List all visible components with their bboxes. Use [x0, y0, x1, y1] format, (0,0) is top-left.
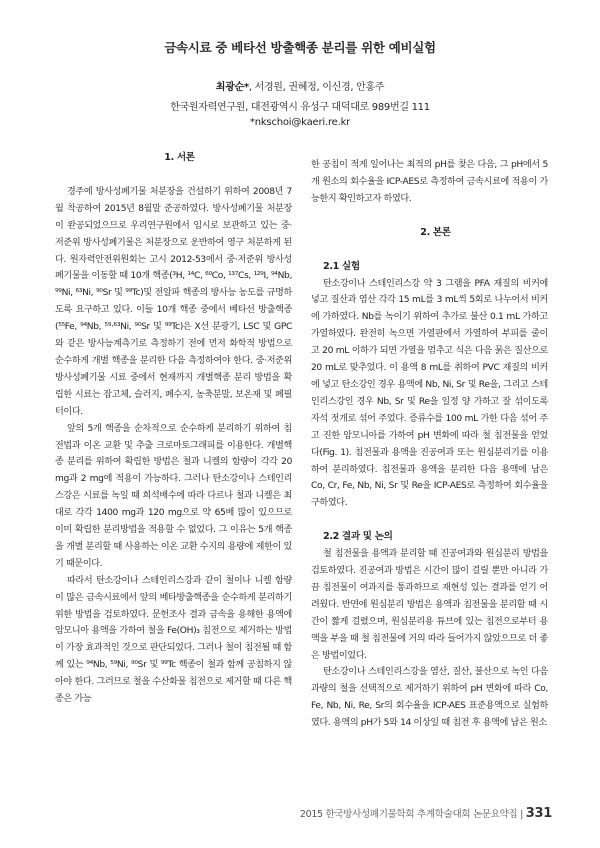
intro-paragraph-3: 따라서 탄소강이나 스테인리스강과 같이 철이나 니켈 함량이 많은 금속시료에서 앞의 베타방출핵종을 순수하게 분리하기 위한 방법을 검토하였다. 문헌조사 결과 금속을 용해한 용액에 암모니아 용액을 가하여 철을 Fe(OH)₃ 침전으로 제거하는 방법이 가장 효과적인 것으로 판단되었다. 그러나 철이 침전될 때 함께 있는 ⁹⁴Nb, ⁵⁹Ni, ⁹⁰Sr 및 ⁹⁹Tc 핵종이 철과 함께 공침하지 않아야 한다. 그러므로 철을 수산화물 침전으로 제거할 때 다른 핵종은 가능 [55, 575, 292, 705]
paper-title: 금속시료 중 베타선 방출핵종 분리를 위한 예비실험 [164, 40, 436, 55]
other-authors: , 서경원, 권혜정, 이신경, 안홍주 [248, 82, 385, 93]
subsection-heading-results: 2.2 결과 및 논의 [323, 531, 393, 543]
right-column [311, 157, 548, 732]
left-column [55, 150, 292, 708]
page-number: 331 [525, 806, 552, 821]
author-list [0, 78, 600, 93]
affiliation: 한국원자력연구원, 대전광역시 유성구 대덕대로 989번길 111 [170, 102, 430, 113]
experiment-paragraph: 탄소강이나 스테인리스강 약 3 그램을 PFA 재질의 비커에 넣고 질산과 염산 각각 15 mL를 3 mL씩 5회로 나누어서 비커에 가하였다. Nb를 녹이기 위하여 추가로 불산 0.1 mL 가하고 가열하였다. 완전히 녹으면 가열판에서 가열하여 부피를 줄이고 20 mL 이하가 되면 가열을 멈추고 식은 다음 묽은 질산으로 20 mL로 맞추었다. 이 용액 8 mL를 취하여 PVC 재질의 비커에 넣고 탄소강인 경우 용액에 Nb, Ni, Sr 및 Re을, 그리고 스테인리스강인 경우 Nb, Sr 및 Re을 일정 양 가하고 잘 섞이도록 자석 젓개로 섞어 주었다. 증류수를 100 mL 가한 다음 섞어 주고 진한 암모니아를 가하여 pH 변화에 따라 철 침전물을 얻었다(Fig. 1). 침전물과 용액을 진공여과 또는 원심분리기를 이용하여 분리하였다. 침전물과 용액을 분리한 다음 용액에 남은 Co, Cr, Fe, Nb, Ni, Sr 및 Re을 ICP-AES로 측정하여 회수율을 구하였다. [311, 278, 548, 509]
results-paragraph-2: 탄소강이나 스테인리스강을 염산, 질산, 불산으로 녹인 다음 과량의 철을 선택적으로 제거하기 위하여 pH 변화에 따라 Co, Fe, Nb, Ni, Re, Sr의 회수율을 ICP-AES 표준용액으로 실험하였다. 용액의 pH가 5와 14 이상일 때 침전 후 용액에 남은 원소 [311, 667, 548, 729]
footer-proceedings-label: 2015 한국방사성폐기물학회 추계학술대회 논문요약집 | [299, 809, 524, 820]
corresponding-author: 최광순 [215, 82, 244, 93]
subsection-heading-experiment: 2.1 실험 [323, 260, 360, 272]
section-heading-introduction: 1. 서론 [164, 152, 195, 163]
results-paragraph-1: 철 침전물을 용액과 분리할 때 진공여과와 원심분리 방법을 검토하였다. 진공여과 방법은 시간이 많이 걸릴 뿐만 아니라 가끔 침전물이 여과지를 통과하므로 재현성 있는 결과를 얻기 어려웠다. 반면에 원심분리 방법은 용액과 침전물을 분리할 때 시간이 짧게 걸렸으며, 원심분리용 튜브에 있는 침전으로부터 용액을 부을 때 철 침전물에 거의 따라 들어가지 않았으므로 더 좋은 방법이었다. [311, 549, 548, 661]
section-heading-main: 2. 본론 [420, 226, 451, 238]
corresponding-mark: * [243, 82, 249, 93]
page-footer [300, 806, 552, 821]
intro-paragraph-2: 앞의 5개 핵종을 순차적으로 순수하게 분리하기 위하여 침전법과 이온 교환 및 추출 크로마토그래피를 이용한다. 개별핵종 분리를 위하여 확립한 방법은 철과 니켈의 함량이 각각 20 mg과 2 mg에 적용이 가능하다. 그러나 탄소강이나 스테인리스강은 시료를 녹일 때 희석배수에 따라 다르나 철과 니켈은 최대로 각각 1400 mg과 120 mg으로 약 65배 많이 있으므로 이미 확립한 분리방법을 적용할 수 없었다. 그 이유는 5개 핵종을 개별 분리할 때 사용하는 이온 교환 수지의 용량에 제한이 있기 때문이다. [55, 423, 292, 569]
author-email: *nkschoi@kaeri.re.kr [249, 117, 351, 128]
intro-paragraph-1: 경주에 방사성폐기물 처분장을 건설하기 위하여 2008년 7월 착공하여 2015년 8월말 준공하였다. 방사성폐기물 처분장이 완공되었으므로 우리연구원에서 임시로 보관하고 있는 중·저준위 방사성폐기물은 처분장으로 운반하여 영구 처분하게 된다. 원자력안전위원회는 고시 2012-53에서 중·저준위 방사성폐기물을 이동할 때 10개 핵종(³H, ¹⁴C, ⁶⁰Co, ¹³⁷Cs, ¹²⁹I, ⁹⁴Nb, ⁹⁹Ni, ⁶³Ni, ⁹⁰Sr 및 ⁹⁹Tc)및 전알파 핵종의 방사능 농도를 규명하도록 요구하고 있다. 이들 10개 핵종 중에서 베타선 방출핵종(⁵⁵Fe, ⁹⁴Nb, ⁵⁹·⁶³Ni, ⁹⁰Sr 및 ⁹⁹Tc)은 X선 분광기, LSC 및 GPC와 같은 방사능계측기로 측정하기 전에 먼저 화학적 방법으로 순수하게 개별 핵종을 분리한 다음 측정하여야 한다. 중·저준위 방사성폐기물 시료 중에서 현재까지 개별핵종 분리 방법을 확립한 시료는 잡고체, 슬러지, 폐수지, 농축분말, 보온재 및 폐필터이다. [55, 186, 292, 417]
intro-paragraph-3-continued: 한 공침이 적게 일어나는 최적의 pH를 찾은 다음, 그 pH에서 5개 원소의 회수율을 ICP-AES로 측정하여 금속시료에 적용이 가능한지 확인하고자 하였다. [311, 160, 548, 204]
